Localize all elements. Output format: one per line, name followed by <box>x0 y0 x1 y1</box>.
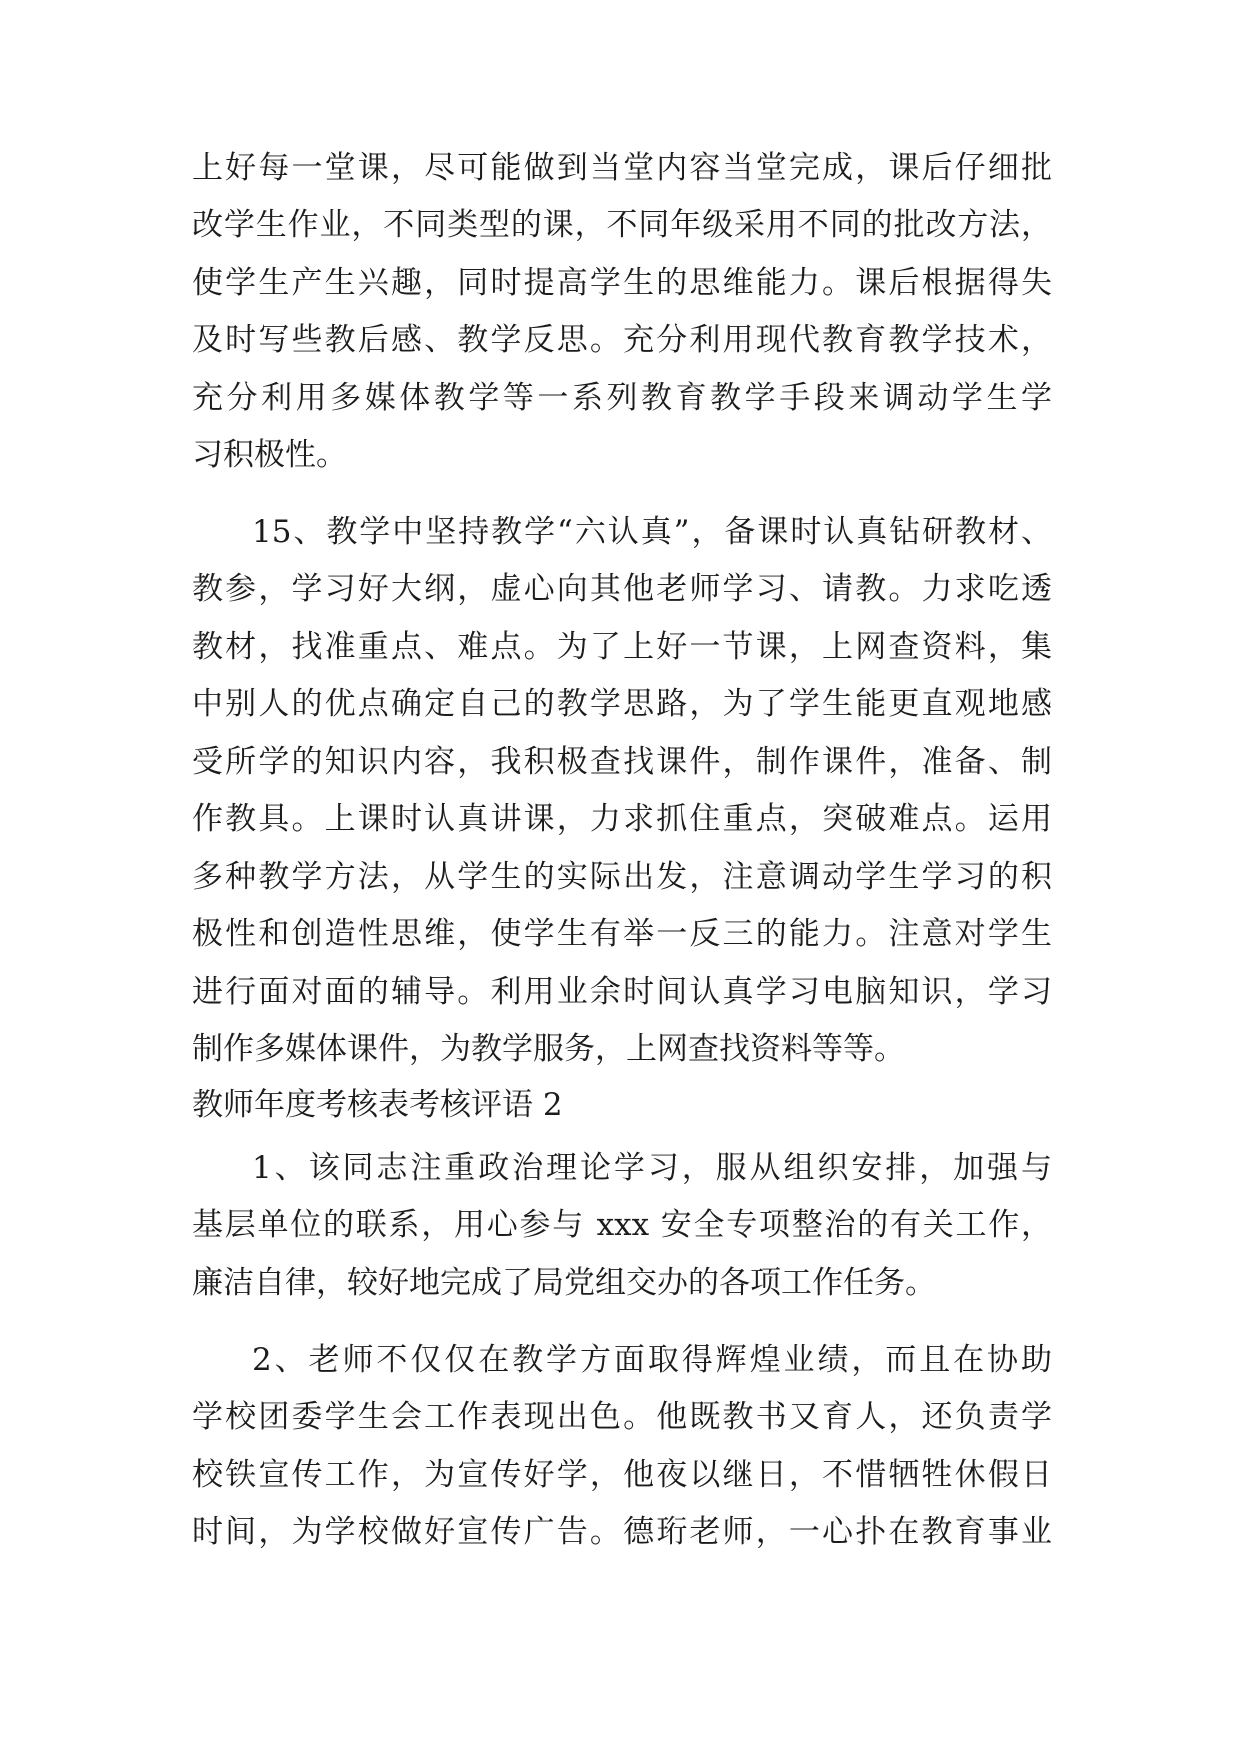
text-line: 校铁宣传工作，为宣传好学，他夜以继日，不惜牺牲休假日 <box>192 1457 1052 1493</box>
text-line: 充分利用多媒体教学等一系列教育教学手段来调动学生学 <box>192 380 1052 416</box>
text-line: 基层单位的联系，用心参与 xxx 安全专项整治的有关工作， <box>192 1207 1052 1243</box>
text-line: 作教具。上课时认真讲课，力求抓住重点，突破难点。运用 <box>192 801 1052 837</box>
text-line: 改学生作业，不同类型的课，不同年级采用不同的批改方法， <box>192 207 1052 243</box>
text-line: 教参，学习好大纲，虚心向其他老师学习、请教。力求吃透 <box>192 571 1052 607</box>
text-line: 1、该同志注重政治理论学习，服从组织安排，加强与 <box>252 1150 1052 1186</box>
text-line: 2、老师不仅仅在教学方面取得辉煌业绩，而且在协助 <box>252 1342 1052 1378</box>
text-line: 廉洁自律，较好地完成了局党组交办的各项工作任务。 <box>192 1265 936 1301</box>
text-line: 受所学的知识内容，我积极查找课件，制作课件，准备、制 <box>192 744 1052 780</box>
text-line: 及时写些教后感、教学反思。充分利用现代教育教学技术， <box>192 322 1052 358</box>
text-line: 习积极性。 <box>192 437 347 473</box>
text-line: 进行面对面的辅导。利用业余时间认真学习电脑知识，学习 <box>192 974 1052 1010</box>
text-line: 时间，为学校做好宣传广告。德珩老师，一心扑在教育事业 <box>192 1514 1052 1550</box>
text-line: 学校团委学生会工作表现出色。他既教书又育人，还负责学 <box>192 1399 1052 1435</box>
text-line: 教材，找准重点、难点。为了上好一节课，上网查资料，集 <box>192 629 1052 665</box>
text-line: 多种教学方法，从学生的实际出发，注意调动学生学习的积 <box>192 859 1052 895</box>
text-line: 中别人的优点确定自己的教学思路，为了学生能更直观地感 <box>192 686 1052 722</box>
text-line: 15、教学中坚持教学“六认真”，备课时认真钻研教材、 <box>252 514 1052 550</box>
text-line: 极性和创造性思维，使学生有举一反三的能力。注意对学生 <box>192 916 1052 952</box>
text-line: 制作多媒体课件，为教学服务，上网查找资料等等。 <box>192 1031 905 1067</box>
section-heading: 教师年度考核表考核评语 2 <box>192 1087 563 1123</box>
text-line: 上好每一堂课，尽可能做到当堂内容当堂完成，课后仔细批 <box>192 150 1052 186</box>
text-line: 使学生产生兴趣，同时提高学生的思维能力。课后根据得失 <box>192 265 1052 301</box>
